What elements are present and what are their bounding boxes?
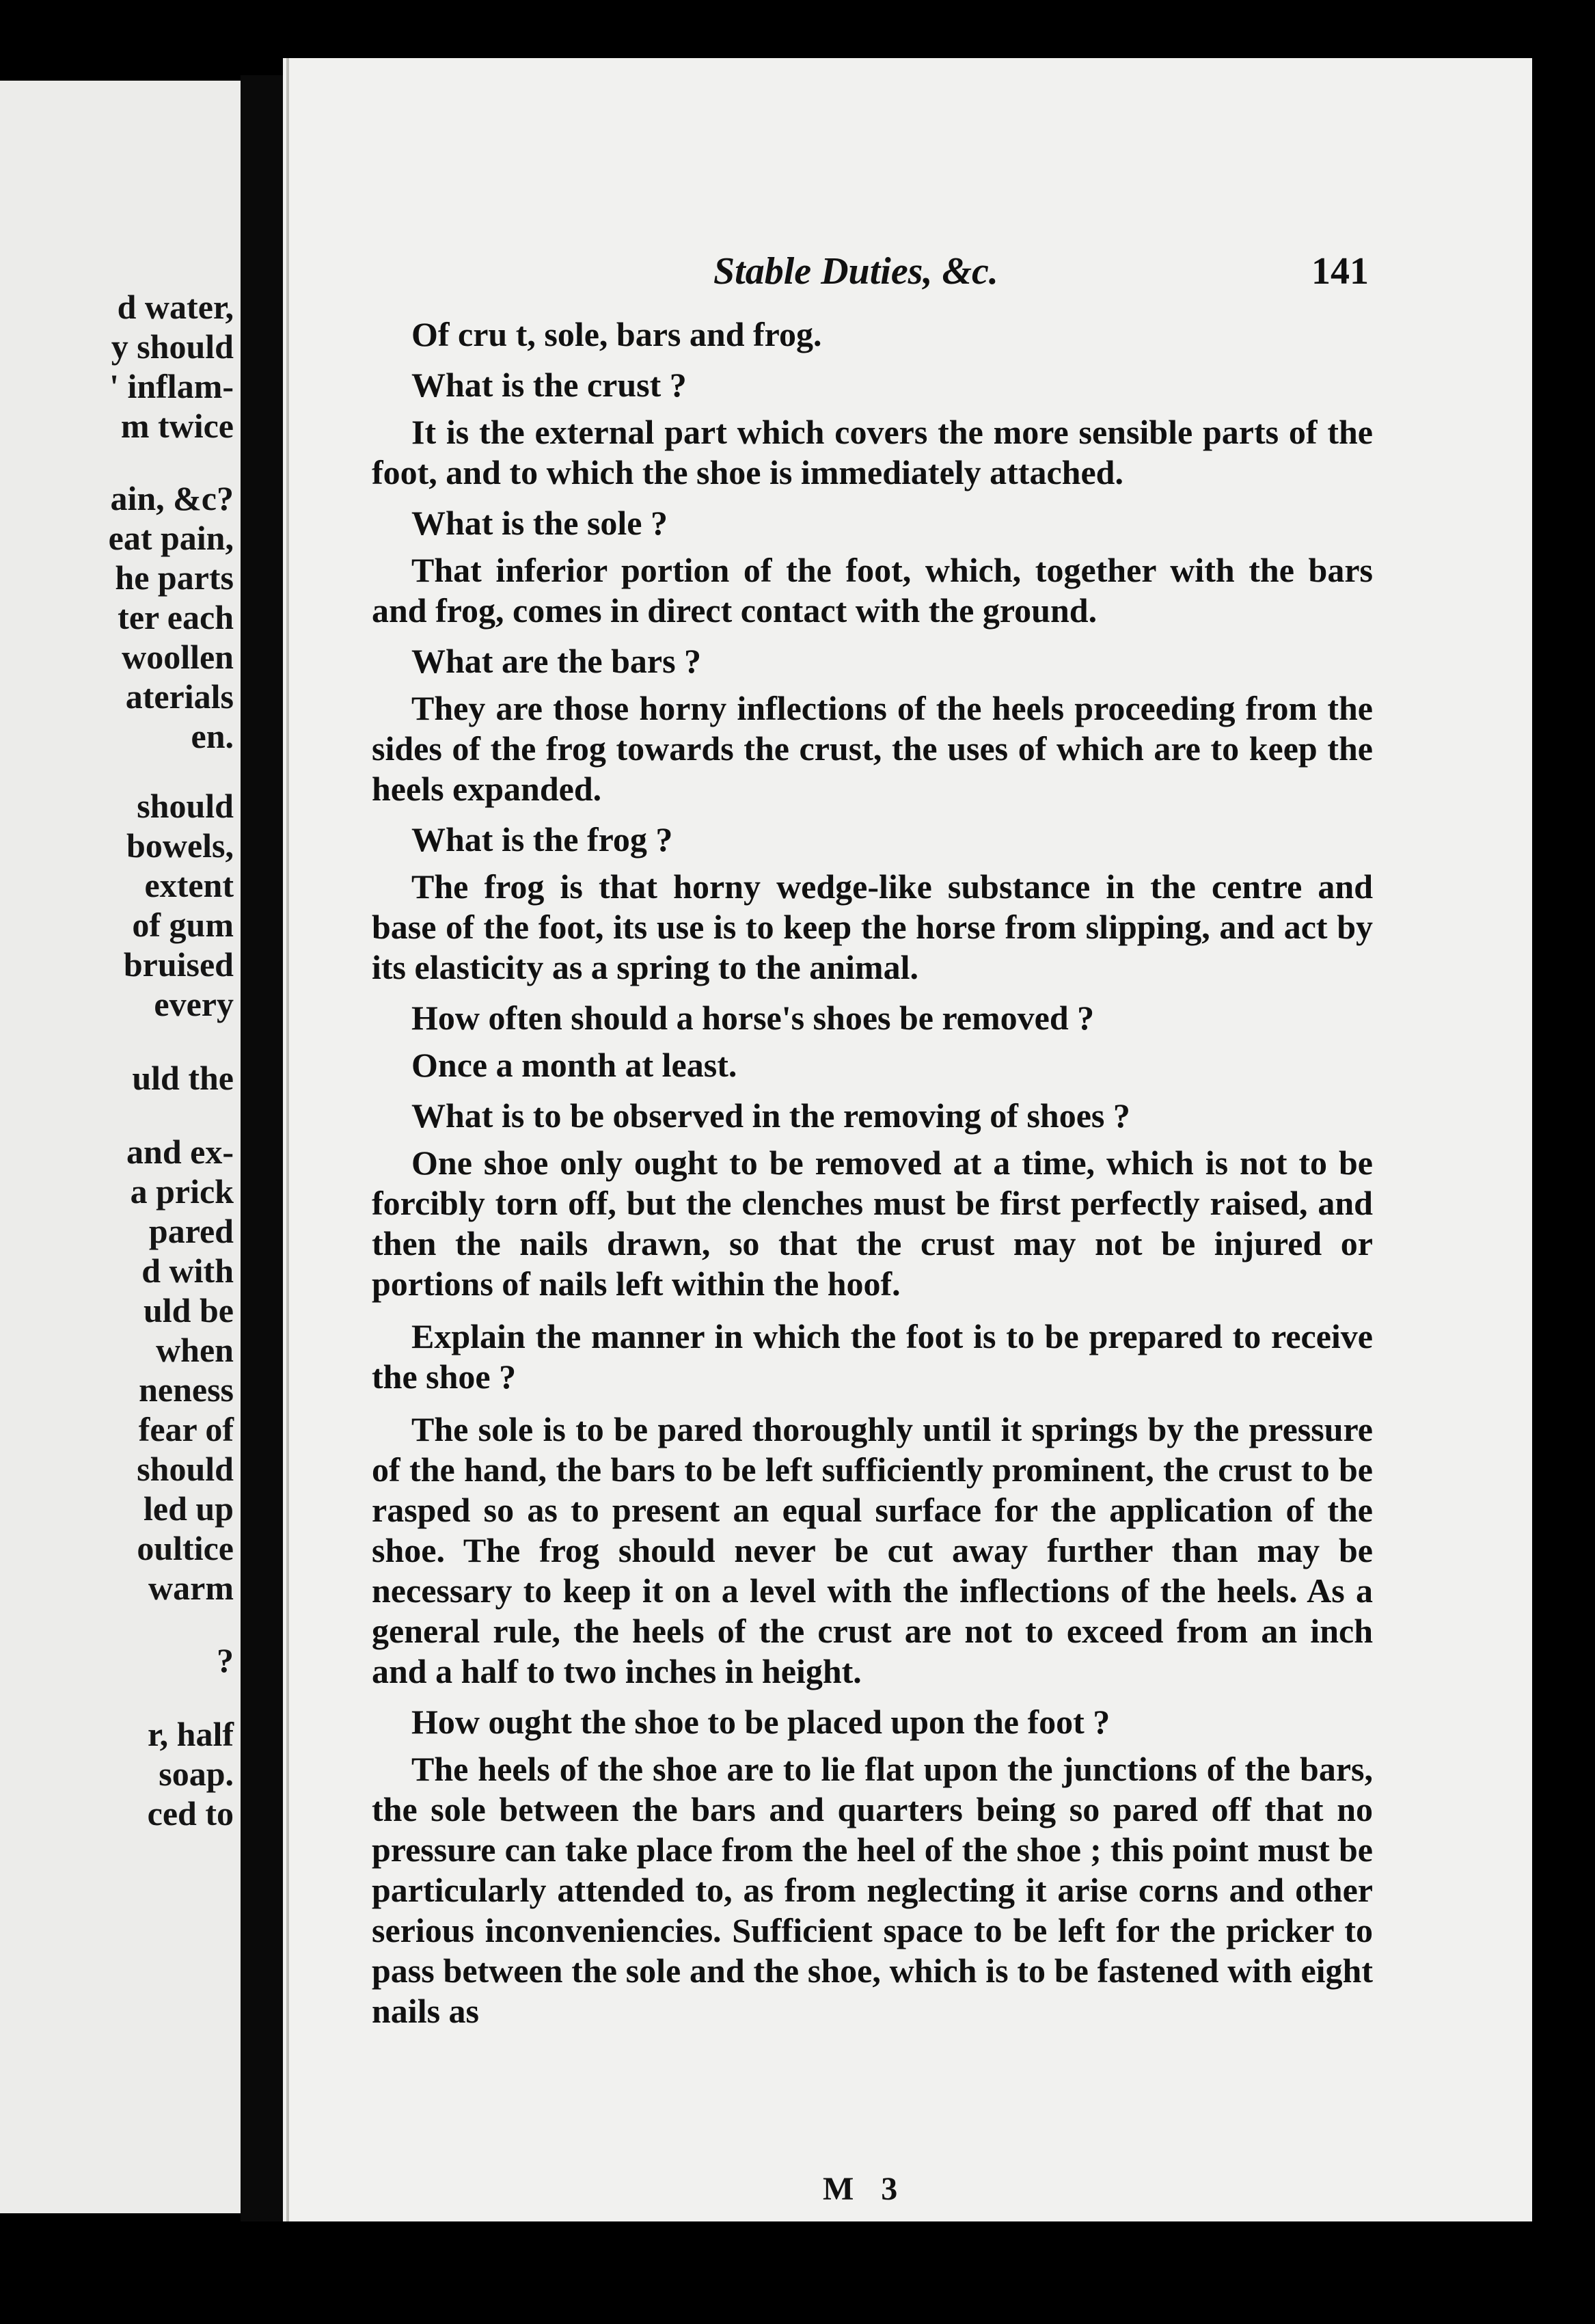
- gutter-shadow: [286, 58, 289, 2221]
- facing-page-line: every: [154, 985, 234, 1023]
- book-page: [283, 58, 1532, 2221]
- facing-page-line: ' inflam-: [109, 367, 234, 405]
- facing-page-line: led up: [143, 1489, 234, 1528]
- answer-paragraph: Of cru t, sole, bars and frog.: [411, 315, 822, 353]
- facing-page-line: uld be: [143, 1291, 234, 1329]
- facing-page-line: he parts: [115, 558, 234, 597]
- page-number: 141: [1311, 250, 1369, 293]
- facing-page-line: en.: [191, 717, 234, 755]
- answer-paragraph: One shoe only ought to be removed at a time, which is not to be forcibly torn off, but the clenches must be first perfectly raised, and then the nails drawn, so that the crust may not be injured or portions of nails left within the hoof.: [372, 1144, 1373, 1303]
- answer-paragraph: It is the external part which covers the more sensible parts of the foot, and to which the shoe is immediately attached.: [372, 413, 1373, 491]
- question-paragraph: What is the crust ?: [411, 366, 687, 404]
- facing-page-line: uld the: [132, 1059, 234, 1097]
- facing-page-line: eat pain,: [108, 519, 234, 557]
- facing-page-line: a prick: [130, 1172, 234, 1211]
- question-paragraph: What is to be observed in the removing of shoes ?: [411, 1096, 1130, 1135]
- answer-paragraph: That inferior portion of the foot, which, together with the bars and frog, comes in direct contact with the ground.: [372, 551, 1373, 630]
- question-paragraph: How ought the shoe to be placed upon the foot ?: [411, 1703, 1110, 1741]
- facing-page-line: of gum: [132, 906, 234, 944]
- facing-page-fragment: [0, 81, 241, 2213]
- question-paragraph: What is the sole ?: [411, 504, 668, 542]
- signature-mark: M 3: [823, 2171, 908, 2207]
- answer-paragraph: They are those horny inflections of the heels proceeding from the sides of the frog towards the crust, the uses of which are to keep the heels expanded.: [372, 689, 1373, 808]
- facing-page-line: and ex-: [126, 1133, 234, 1171]
- answer-paragraph: The sole is to be pared thoroughly until it springs by the pressure of the hand, the bars to be left sufficiently prominent, the crust to be rasped so as to present an equal surface for the application of the shoe. The frog should never be cut away further than may be necessary to keep it on a level with the inflections of the heels. As a general rule, the heels of the crust are not to exceed from an inch and a half to two inches in height.: [372, 1410, 1373, 1690]
- facing-page-line: d water,: [117, 288, 234, 326]
- facing-page-line: warm: [148, 1569, 234, 1607]
- facing-page-line: oultice: [137, 1529, 234, 1567]
- question-paragraph: How often should a horse's shoes be removed ?: [411, 999, 1095, 1037]
- answer-paragraph: The heels of the shoe are to lie flat upon the junctions of the bars, the sole between the bars and quarters being so pared off that no pressure can take place from the heel of the shoe ; this point must be particularly attended to, as from neglecting it arise corns and other serious inconveniencies. Sufficient space to be left for the pricker to pass between the sole and the shoe, which is to be fastened with eight nails as: [372, 1750, 1373, 2030]
- facing-page-line: r, half: [148, 1715, 234, 1753]
- facing-page-line: d with: [141, 1252, 234, 1290]
- facing-page-line: bruised: [123, 945, 234, 984]
- question-paragraph: What are the bars ?: [411, 642, 702, 680]
- facing-page-line: ced to: [147, 1794, 234, 1833]
- facing-page-line: fear of: [138, 1410, 234, 1448]
- facing-page-line: should: [137, 787, 234, 825]
- facing-page-line: ter each: [118, 598, 234, 636]
- facing-page-line: y should: [111, 327, 234, 366]
- facing-page-line: m twice: [120, 407, 234, 445]
- body-text: [372, 314, 1373, 2042]
- facing-page-line: when: [156, 1331, 234, 1369]
- answer-paragraph: Once a month at least.: [411, 1046, 737, 1084]
- question-paragraph: Explain the manner in which the foot is to be prepared to receive the shoe ?: [372, 1317, 1373, 1396]
- facing-page-line: ain, &c?: [110, 479, 234, 517]
- facing-page-line: bowels,: [126, 826, 234, 865]
- question-paragraph: What is the frog ?: [411, 820, 673, 859]
- book-spine: [241, 75, 283, 2221]
- facing-page-line: woollen: [122, 638, 234, 676]
- facing-page-line: neness: [139, 1370, 234, 1409]
- facing-page-line: aterials: [125, 677, 234, 716]
- running-head: Stable Duties, &c.: [713, 250, 998, 293]
- facing-page-line: soap.: [159, 1755, 234, 1793]
- facing-page-line: pared: [148, 1212, 234, 1250]
- facing-page-line: ?: [217, 1641, 234, 1679]
- facing-page-line: extent: [144, 866, 234, 904]
- facing-page-line: should: [137, 1450, 234, 1488]
- answer-paragraph: The frog is that horny wedge-like substance in the centre and base of the foot, its use is to keep the horse from slipping, and act by its elasticity as a spring to the animal.: [372, 867, 1373, 986]
